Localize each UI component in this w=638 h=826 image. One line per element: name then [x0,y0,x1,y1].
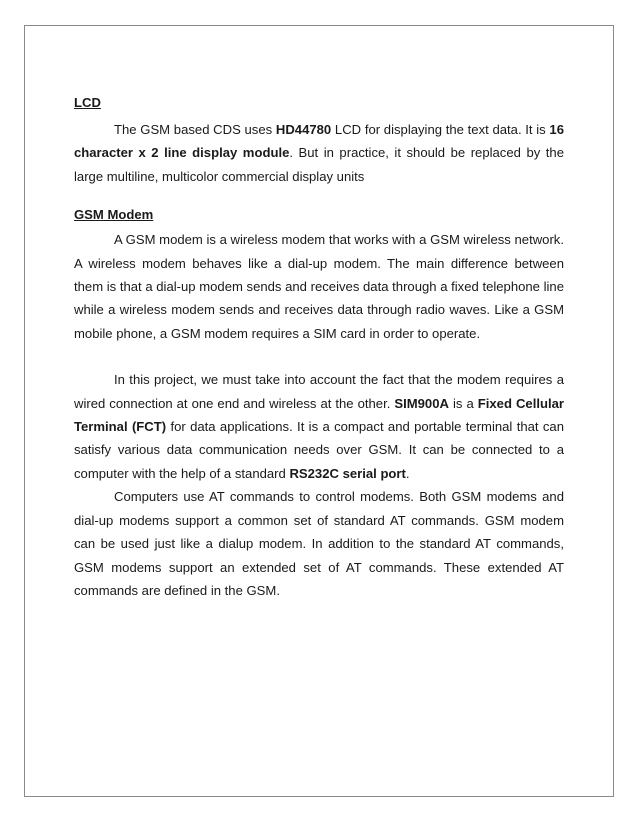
gsm-p2-text-4: . [405,465,410,481]
section-heading-gsm-modem: GSM Modem [74,207,154,223]
gsm-p2-bold-fct: Fixed Cellular Terminal (FCT) [74,395,564,435]
gsm-p2-text-2: is a [448,395,478,411]
document-body [74,94,564,602]
lcd-bold-model: HD44780 [275,122,332,137]
lcd-paragraph [74,118,564,188]
gsm-paragraph-1: A GSM modem is a wireless modem that works with a GSM wireless network. A wireless modem behaves like a dial-up modem. The main difference between them is that a dial-up modem sends and receives data through a fixed telephone line while a wireless modem sends and receives data through radio waves. Like a GSM mobile phone, a GSM modem requires a SIM card in order to operate. [74,232,564,341]
gsm-p2-bold-rs232c: RS232C serial port [289,465,406,481]
lcd-text-1: The GSM based CDS uses [114,122,276,137]
gsm-paragraph-3: Computers use AT commands to control modems. Both GSM modems and dial-up modems support a common set of standard AT commands. GSM modem can be used just like a dialup modem. In addition to the standard AT commands, GSM modems support an extended set of AT commands. These extended AT commands are defined in the GSM. [74,489,564,598]
gsm-paragraph-2 [74,368,564,485]
gsm-p2-text-1: In this project, we must take into account the fact that the modem requires a wired connection at one end and wireless at the other. [74,372,564,411]
lcd-text-3: . But in practice, it should be replaced by the large multiline, multicolor commercial display units [74,145,564,184]
lcd-text-2: LCD for displaying the text data. It is [331,122,550,137]
gsm-p2-text-3: for data applications. It is a compact and portable terminal that can satisfy various data communication needs over GSM. It can be connected to a computer with the help of a standard [74,419,564,481]
gsm-p2-bold-sim900a: SIM900A [394,395,449,411]
lcd-bold-module: 16 character x 2 line display module [74,122,564,161]
section-heading-lcd: LCD [74,95,101,110]
